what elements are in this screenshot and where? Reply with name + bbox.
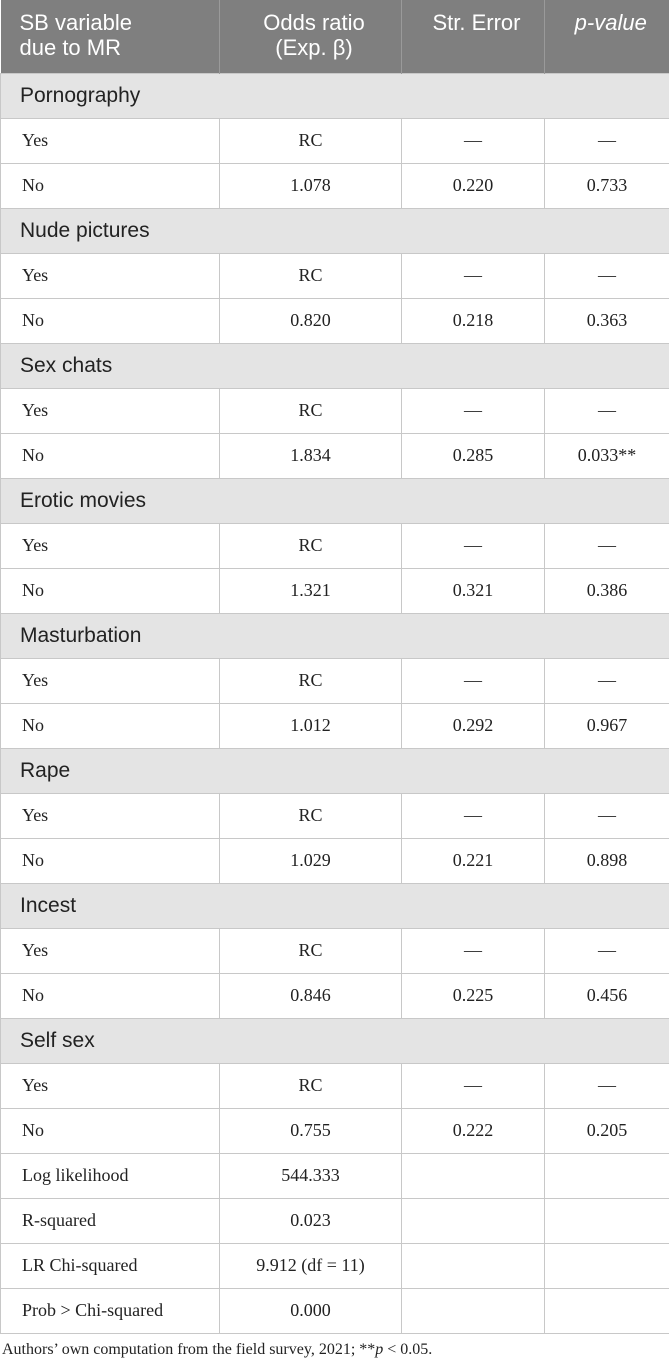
table-cell: RC bbox=[220, 793, 402, 838]
table-cell: 0.456 bbox=[545, 973, 669, 1018]
table-footnote: Authors’ own computation from the field survey, 2021; **p < 0.05. bbox=[2, 1340, 433, 1358]
table-cell: LR Chi-squared bbox=[1, 1243, 220, 1288]
table-cell: — bbox=[545, 1063, 669, 1108]
table-cell bbox=[545, 1288, 669, 1333]
table-cell bbox=[402, 1153, 545, 1198]
table-cell: 0.222 bbox=[402, 1108, 545, 1153]
table-cell: 1.012 bbox=[220, 703, 402, 748]
section-row bbox=[1, 208, 669, 253]
table-cell: 1.078 bbox=[220, 163, 402, 208]
table-cell: — bbox=[545, 793, 669, 838]
table-row bbox=[1, 388, 669, 433]
table-cell: No bbox=[1, 838, 220, 883]
table-cell: No bbox=[1, 568, 220, 613]
table-cell: Prob > Chi-squared bbox=[1, 1288, 220, 1333]
section-title: Incest bbox=[1, 883, 669, 928]
section-row bbox=[1, 1018, 669, 1063]
table-cell: 0.225 bbox=[402, 973, 545, 1018]
table-row bbox=[1, 118, 669, 163]
table-row bbox=[1, 1108, 669, 1153]
table-cell bbox=[545, 1198, 669, 1243]
table-cell: 1.029 bbox=[220, 838, 402, 883]
header-sb-variable: SB variable due to MR bbox=[1, 0, 220, 73]
table-cell: No bbox=[1, 298, 220, 343]
table-cell: 0.033** bbox=[545, 433, 669, 478]
table-cell: — bbox=[402, 253, 545, 298]
table-cell: 0.221 bbox=[402, 838, 545, 883]
section-title: Self sex bbox=[1, 1018, 669, 1063]
table-cell: — bbox=[545, 118, 669, 163]
section-row bbox=[1, 883, 669, 928]
table-cell: RC bbox=[220, 523, 402, 568]
table-cell: — bbox=[545, 928, 669, 973]
section-row bbox=[1, 748, 669, 793]
table-cell: No bbox=[1, 703, 220, 748]
table-cell: — bbox=[545, 658, 669, 703]
table-cell: 0.292 bbox=[402, 703, 545, 748]
table-cell: Yes bbox=[1, 658, 220, 703]
table-row bbox=[1, 253, 669, 298]
header-odds-ratio: Odds ratio (Exp. β) bbox=[220, 0, 402, 73]
table-cell: — bbox=[402, 658, 545, 703]
table-cell: Yes bbox=[1, 1063, 220, 1108]
table-cell: Yes bbox=[1, 253, 220, 298]
table-cell: — bbox=[402, 928, 545, 973]
table-cell: 0.205 bbox=[545, 1108, 669, 1153]
table-cell: — bbox=[402, 793, 545, 838]
table-row bbox=[1, 658, 669, 703]
section-title: Sex chats bbox=[1, 343, 669, 388]
table-cell: 0.898 bbox=[545, 838, 669, 883]
table-row bbox=[1, 523, 669, 568]
table-cell: — bbox=[545, 523, 669, 568]
table-cell: Yes bbox=[1, 928, 220, 973]
table-cell: 0.363 bbox=[545, 298, 669, 343]
table-cell bbox=[402, 1198, 545, 1243]
section-title: Rape bbox=[1, 748, 669, 793]
table-row bbox=[1, 433, 669, 478]
table-cell: 0.285 bbox=[402, 433, 545, 478]
table-row bbox=[1, 1063, 669, 1108]
table-cell bbox=[402, 1243, 545, 1288]
table-cell: 0.218 bbox=[402, 298, 545, 343]
section-title: Pornography bbox=[1, 73, 669, 118]
table-cell: — bbox=[402, 118, 545, 163]
table-row bbox=[1, 838, 669, 883]
table-cell: — bbox=[545, 388, 669, 433]
table-cell bbox=[545, 1243, 669, 1288]
table-row bbox=[1, 1198, 669, 1243]
table-cell: 544.333 bbox=[220, 1153, 402, 1198]
table-cell: — bbox=[402, 388, 545, 433]
table-row bbox=[1, 1243, 669, 1288]
table-cell: RC bbox=[220, 1063, 402, 1108]
table-cell: — bbox=[402, 523, 545, 568]
table-row bbox=[1, 973, 669, 1018]
table-cell: RC bbox=[220, 928, 402, 973]
header-std-error: Str. Error bbox=[402, 0, 545, 73]
table-row bbox=[1, 928, 669, 973]
table-cell: RC bbox=[220, 658, 402, 703]
table-row bbox=[1, 793, 669, 838]
table-cell: Log likelihood bbox=[1, 1153, 220, 1198]
table-cell: 0.321 bbox=[402, 568, 545, 613]
table-cell: 0.023 bbox=[220, 1198, 402, 1243]
header-row bbox=[1, 0, 669, 73]
table-cell: 0.386 bbox=[545, 568, 669, 613]
table-cell: — bbox=[402, 1063, 545, 1108]
table-row bbox=[1, 298, 669, 343]
table-cell: 0.755 bbox=[220, 1108, 402, 1153]
table-cell: 0.967 bbox=[545, 703, 669, 748]
table-row bbox=[1, 1153, 669, 1198]
table-cell: RC bbox=[220, 388, 402, 433]
table-cell bbox=[402, 1288, 545, 1333]
section-row bbox=[1, 478, 669, 523]
table-row bbox=[1, 1288, 669, 1333]
table-row bbox=[1, 163, 669, 208]
table-cell: 1.321 bbox=[220, 568, 402, 613]
table-cell: 0.733 bbox=[545, 163, 669, 208]
section-row bbox=[1, 613, 669, 658]
table-cell: 9.912 (df = 11) bbox=[220, 1243, 402, 1288]
table-cell: No bbox=[1, 973, 220, 1018]
table-cell: No bbox=[1, 433, 220, 478]
table-cell: No bbox=[1, 1108, 220, 1153]
section-row bbox=[1, 73, 669, 118]
table-row bbox=[1, 568, 669, 613]
section-row bbox=[1, 343, 669, 388]
table-cell: R-squared bbox=[1, 1198, 220, 1243]
table-cell: Yes bbox=[1, 388, 220, 433]
table-cell: Yes bbox=[1, 523, 220, 568]
table-cell: 0.820 bbox=[220, 298, 402, 343]
table-body bbox=[1, 73, 669, 1333]
table-cell: 0.846 bbox=[220, 973, 402, 1018]
header-p-value: p-value bbox=[545, 0, 669, 73]
section-title: Masturbation bbox=[1, 613, 669, 658]
section-title: Nude pictures bbox=[1, 208, 669, 253]
table-row bbox=[1, 703, 669, 748]
table-cell: No bbox=[1, 163, 220, 208]
table-cell: 0.000 bbox=[220, 1288, 402, 1333]
table-cell: Yes bbox=[1, 118, 220, 163]
table-cell: 0.220 bbox=[402, 163, 545, 208]
section-title: Erotic movies bbox=[1, 478, 669, 523]
table-cell: — bbox=[545, 253, 669, 298]
table-cell bbox=[545, 1153, 669, 1198]
table-cell: Yes bbox=[1, 793, 220, 838]
table-cell: 1.834 bbox=[220, 433, 402, 478]
table-cell: RC bbox=[220, 118, 402, 163]
table-cell: RC bbox=[220, 253, 402, 298]
